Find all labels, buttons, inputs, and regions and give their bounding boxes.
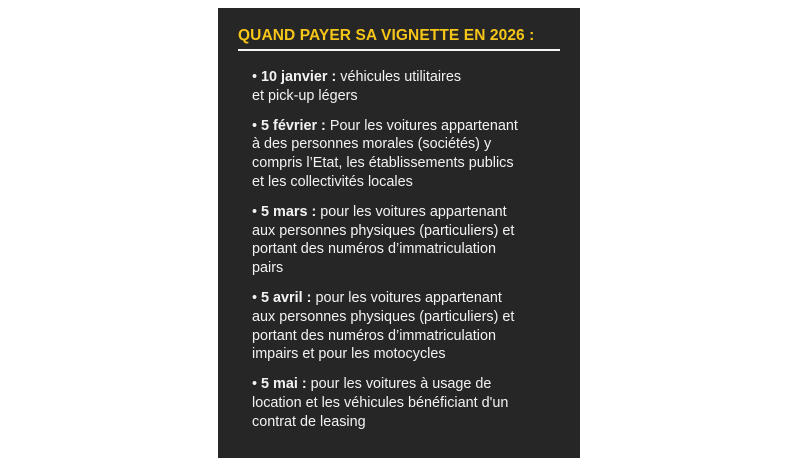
list-item: • 5 mars : pour les voitures appartenant aux personnes physiques (particuliers) et portant des numéros d’immatriculation pairs xyxy=(252,203,515,277)
info-card xyxy=(218,8,580,458)
item-text: compris l’Etat, les établissements publics xyxy=(252,155,514,172)
item-date: 5 avril : xyxy=(261,289,312,306)
list-item: • 5 mai : pour les voitures à usage de location et les véhicules bénéficiant d'un contrat de leasing xyxy=(252,376,509,430)
item-date: 5 mai : xyxy=(261,376,307,393)
item-text: portant des numéros d’immatriculation xyxy=(252,327,496,344)
item-text: aux personnes physiques (particuliers) et xyxy=(252,308,515,325)
item-text: véhicules utilitaires xyxy=(336,69,462,85)
list-item: • 10 janvier : véhicules utilitaires et pick-up légers xyxy=(252,69,462,104)
item-text: portant des numéros d’immatriculation xyxy=(252,241,496,258)
list-item: • 5 avril : pour les voitures appartenant aux personnes physiques (particuliers) et portant des numéros d’immatriculation impairs et pour les motocycles xyxy=(252,289,515,363)
item-text: Pour les voitures appartenant xyxy=(325,117,518,134)
item-text: pour les voitures à usage de xyxy=(306,376,492,393)
schedule-list xyxy=(252,68,567,443)
item-date: 10 janvier : xyxy=(261,69,337,85)
item-date: 5 février : xyxy=(261,117,326,134)
list-item: • 5 février : Pour les voitures appartenant à des personnes morales (sociétés) y compris l’Etat, les établissements publics et les collectivités locales xyxy=(252,117,518,190)
item-text: pairs xyxy=(252,260,284,277)
item-text: à des personnes morales (sociétés) y xyxy=(252,136,492,153)
item-text: aux personnes physiques (particuliers) et xyxy=(252,222,515,239)
title-underline xyxy=(238,49,560,51)
item-text: impairs et pour les motocycles xyxy=(252,346,446,363)
item-text: location et les véhicules bénéficiant d'un xyxy=(252,394,509,411)
item-date: 5 mars : xyxy=(261,203,317,220)
item-text: contrat de leasing xyxy=(252,413,366,430)
item-text: et les collectivités locales xyxy=(252,173,413,190)
item-text: pour les voitures appartenant xyxy=(311,289,502,306)
card-title: QUAND PAYER SA VIGNETTE EN 2026 : xyxy=(238,27,535,44)
item-text: et pick-up légers xyxy=(252,87,358,104)
item-text: pour les voitures appartenant xyxy=(316,203,507,220)
